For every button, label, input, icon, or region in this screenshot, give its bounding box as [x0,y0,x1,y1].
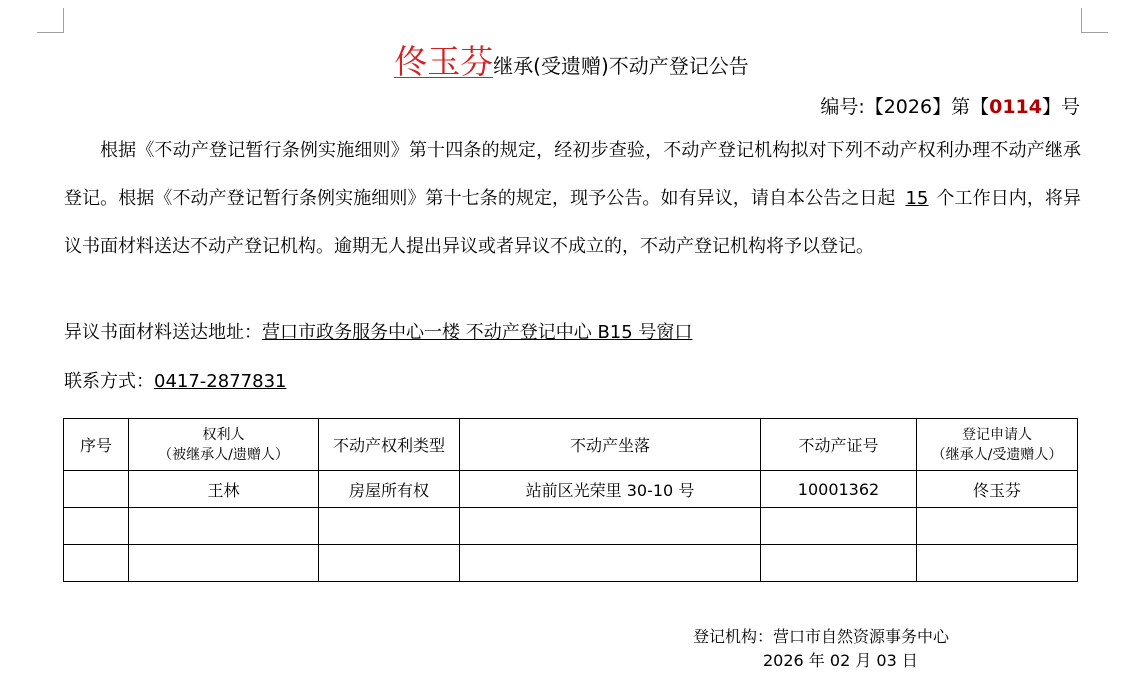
address-value: 营口市政务服务中心一楼 不动产登记中心 B15 号窗口 [262,322,693,343]
table-row [64,545,1078,582]
contact-info [64,367,292,393]
table-row [64,471,1078,508]
crop-mark-top-left [63,8,64,33]
header-seq: 序号 [64,419,129,471]
registration-authority: 登记机构：营口市自然资源事务中心 [693,627,950,646]
notice-date: 2026 年 02 月 03 日 [763,651,918,670]
cell-seq [64,508,129,545]
table-header-row [64,419,1078,471]
address-label: 异议书面材料送达地址： [64,322,262,343]
cell-location: 站前区光荣里 30-10 号 [460,471,761,508]
notice-body: 根据《不动产登记暂行条例实施细则》第十四条的规定，经初步查验，不动产登记机构拟对下列不动产权利办理不动产继承登记。根据《不动产登记暂行条例实施细则》第十七条的规定，现予公告。如有异议，请自本公告之日起 15 个工作日内，将异议书面材料送达不动产登记机构。逾期无人提出异议或者异议不成立的，不动产登记机构将予以登记。 [64,140,1081,257]
cell-right-type [319,508,460,545]
header-cert-no: 不动产证号 [761,419,917,471]
cell-seq [64,545,129,582]
cell-cert-no [761,508,917,545]
contact-label: 联系方式： [64,371,154,392]
registration-table [63,418,1078,582]
applicant-name-title: 佟玉芬 [394,42,494,81]
cell-location [460,545,761,582]
header-location: 不动产坐落 [460,419,761,471]
table-row [64,508,1078,545]
cell-seq [64,471,129,508]
header-holder: 权利人 （被继承人/遗赠人） [129,419,319,471]
header-applicant: 登记申请人 （继承人/受遗赠人） [917,419,1078,471]
cell-cert-no: 10001362 [761,471,917,508]
contact-phone: 0417-2877831 [154,371,287,392]
objection-address [64,318,692,344]
cell-holder: 王林 [129,471,319,508]
title-text: 继承(受遗赠)不动产登记公告 [493,54,749,78]
cell-applicant [917,545,1078,582]
document-title [0,36,1143,83]
cell-holder [129,508,319,545]
document-number: 编号:【2026】第【0114】号 [820,96,1080,118]
cell-right-type: 房屋所有权 [319,471,460,508]
cell-cert-no [761,545,917,582]
crop-mark-top-left [37,32,64,33]
crop-mark-top-right [1081,8,1082,33]
cell-applicant: 佟玉芬 [917,471,1078,508]
cell-location [460,508,761,545]
header-right-type: 不动产权利类型 [319,419,460,471]
cell-holder [129,545,319,582]
doc-serial: 0114 [989,96,1042,118]
doc-year: 2026 [883,96,933,118]
cell-applicant [917,508,1078,545]
cell-right-type [319,545,460,582]
objection-days: 15 [905,188,929,209]
crop-mark-top-right [1081,32,1108,33]
